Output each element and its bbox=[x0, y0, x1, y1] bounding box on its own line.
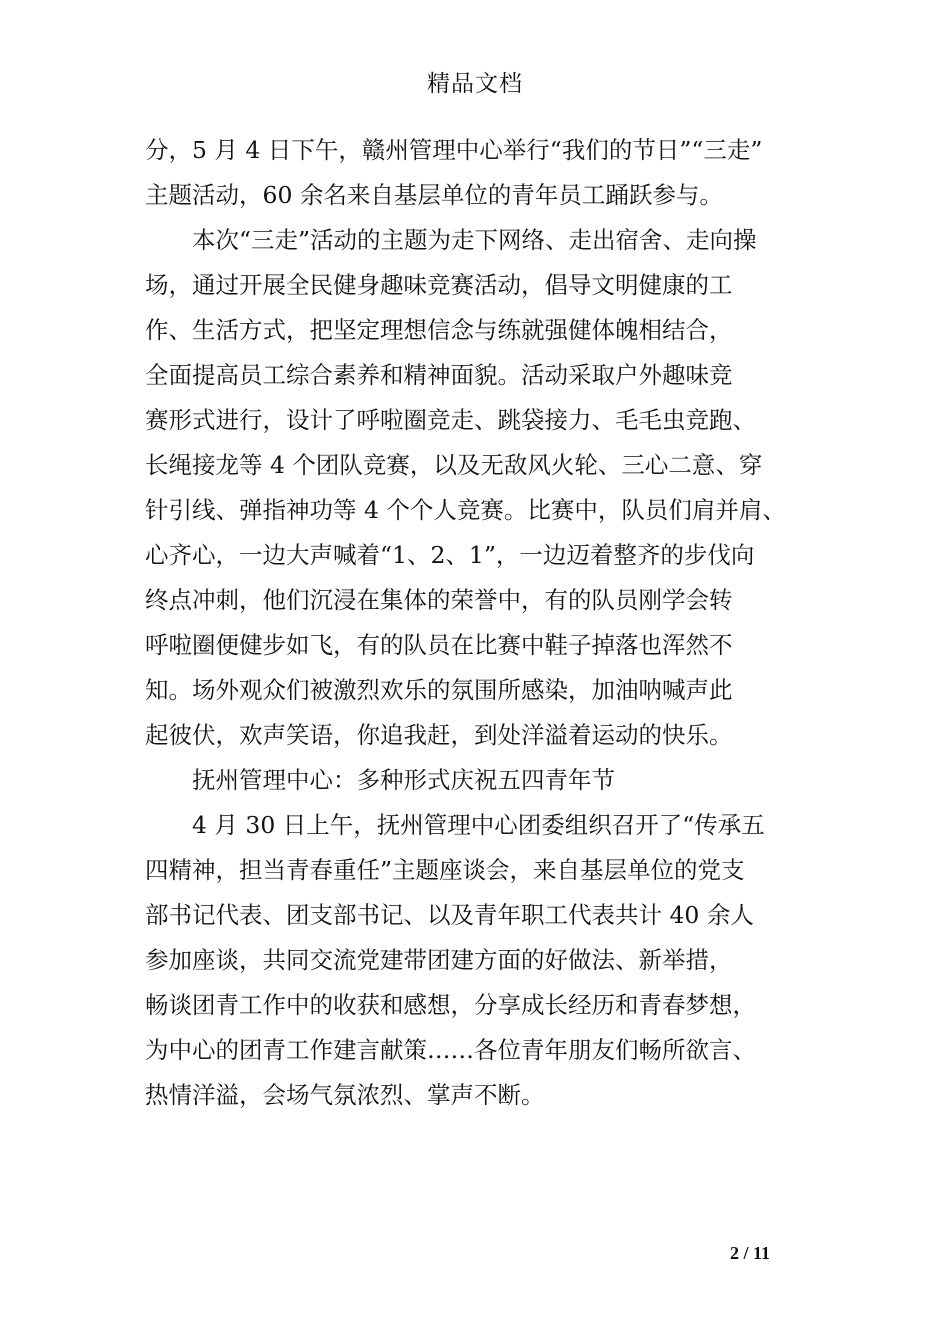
text-line: 场，通过开展全民健身趣味竞赛活动，倡导文明健康的工 bbox=[145, 271, 733, 299]
text-line: 参加座谈，共同交流党建带团建方面的好做法、新举措， bbox=[145, 946, 733, 974]
text-line: 起彼伏，欢声笑语，你追我赶，到处洋溢着运动的快乐。 bbox=[145, 721, 733, 749]
text-line: 4 月 30 日上午，抚州管理中心团委组织召开了“传承五 bbox=[192, 811, 765, 839]
paragraph bbox=[145, 218, 825, 758]
page-header-title: 精品文档 bbox=[427, 71, 523, 97]
text-line: 本次“三走”活动的主题为走下网络、走出宿舍、走向操 bbox=[192, 226, 757, 254]
text-line: 知。场外观众们被激烈欢乐的氛围所感染，加油呐喊声此 bbox=[145, 676, 733, 704]
text-line: 抚州管理中心：多种形式庆祝五四青年节 bbox=[192, 766, 615, 794]
text-line: 部书记代表、团支部书记、以及青年职工代表共计 40 余人 bbox=[145, 901, 754, 929]
text-line: 分，5 月 4 日下午，赣州管理中心举行“我们的节日”“三走” bbox=[145, 136, 763, 164]
text-line: 心齐心，一边大声喊着“1、2、1”，一边迈着整齐的步伐向 bbox=[145, 541, 755, 569]
paragraph bbox=[145, 758, 825, 803]
text-line: 作、生活方式，把坚定理想信念与练就强健体魄相结合， bbox=[145, 316, 733, 344]
text-line: 全面提高员工综合素养和精神面貌。活动采取户外趣味竞 bbox=[145, 361, 733, 389]
paragraph bbox=[145, 803, 825, 1118]
paragraph bbox=[145, 128, 825, 218]
page-number: 2 / 11 bbox=[729, 1243, 770, 1263]
text-line: 长绳接龙等 4 个团队竞赛，以及无敌风火轮、三心二意、穿 bbox=[145, 451, 763, 479]
text-line: 四精神，担当青春重任”主题座谈会，来自基层单位的党支 bbox=[145, 856, 745, 884]
text-line: 针引线、弹指神功等 4 个个人竞赛。比赛中，队员们肩并肩、 bbox=[145, 496, 786, 524]
text-line: 主题活动，60 余名来自基层单位的青年员工踊跃参与。 bbox=[145, 181, 723, 209]
document-body bbox=[145, 128, 825, 1118]
text-line: 赛形式进行，设计了呼啦圈竞走、跳袋接力、毛毛虫竞跑、 bbox=[145, 406, 756, 434]
text-line: 热情洋溢，会场气氛浓烈、掌声不断。 bbox=[145, 1081, 545, 1109]
text-line: 呼啦圈便健步如飞，有的队员在比赛中鞋子掉落也浑然不 bbox=[145, 631, 733, 659]
text-line: 终点冲刺，他们沉浸在集体的荣誉中，有的队员刚学会转 bbox=[145, 586, 733, 614]
text-line: 为中心的团青工作建言献策……各位青年朋友们畅所欲言、 bbox=[145, 1036, 756, 1064]
text-line: 畅谈团青工作中的收获和感想，分享成长经历和青春梦想， bbox=[145, 991, 756, 1019]
